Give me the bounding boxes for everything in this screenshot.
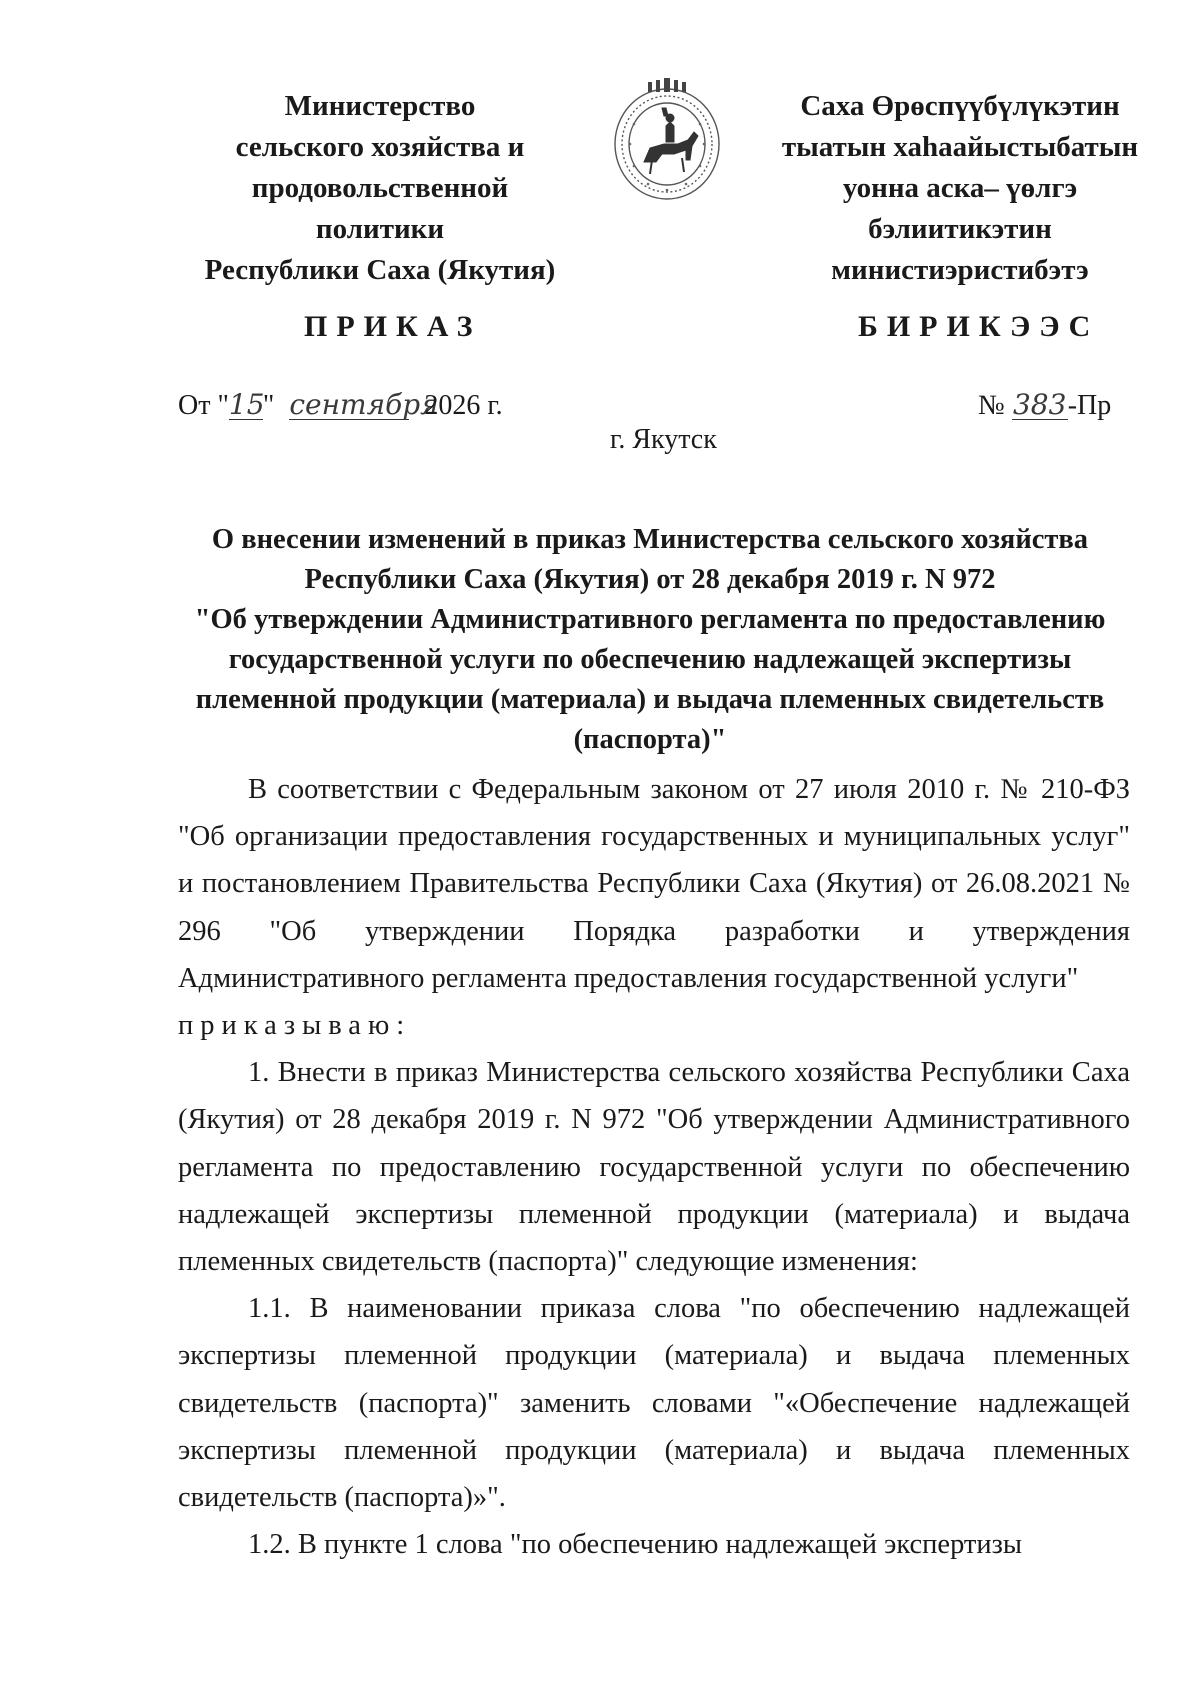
document-title-line: "Об утверждении Административного регламента по предоставлению [194, 604, 1106, 635]
order-title-sakha: БИРИКЭЭС [858, 310, 1100, 343]
document-title [170, 520, 1130, 760]
ministry-name-ru-line: Республики Саха (Якутия) [204, 254, 556, 286]
ministry-name-sakha-line: Саха Өрөспүүбүлүкэтин [800, 90, 1120, 122]
clause-1-1-paragraph: 1.1. В наименовании приказа слова "по обеспечению надлежащей экспертизы племенной продукции (материала) и выдача племенных свидетельств (паспорта)" заменить словами "«Обеспечение надлежащей экспертизы племенной продукции (материала) и выдача племенных свидетельств (паспорта)»". [178, 1293, 1130, 1514]
document-title-line: (паспорта)" [573, 724, 727, 755]
document-title-line: О внесении изменений в приказ Министерства сельского хозяйства [211, 524, 1089, 555]
date-year: 2026 г. [424, 390, 503, 421]
order-number [978, 390, 1111, 422]
city-name: г. Якутск [610, 424, 717, 455]
date-month-handwritten: сентября [289, 388, 439, 421]
coat-of-arms-icon [604, 74, 730, 204]
number-suffix: -Пр [1067, 390, 1112, 421]
document-title-line: государственной услуги по обеспечению надлежащей экспертизы [228, 644, 1072, 675]
ministry-name-ru-line: Министерство [284, 90, 476, 122]
date-prefix: От " [178, 390, 229, 421]
ministry-name-sakha-line: уонна аска– үөлгэ [842, 172, 1078, 204]
order-title-ru: ПРИКАЗ [304, 310, 482, 343]
document-title-line: Республики Саха (Якутия) от 28 декабря 2019 г. N 972 [304, 564, 996, 595]
ministry-name-sakha [760, 86, 1160, 291]
clause-1-paragraph: 1. Внести в приказ Министерства сельского хозяйства Республики Саха (Якутия) от 28 декабря 2019 г. N 972 "Об утверждении Административного регламента по предоставлению государственной услуги по обеспечению надлежащей экспертизы племенной продукции (материала) и выдача племенных свидетельств (паспорта)" следующие изменения: [178, 1057, 1130, 1278]
ministry-name-sakha-line: тыатын хаһаайыстыбатын [781, 131, 1139, 163]
ministry-name-ru-line: продовольственной [251, 172, 509, 204]
ministry-name-sakha-line: бэлиитикэтин [868, 213, 1052, 245]
preamble-paragraph: В соответствии с Федеральным законом от 27 июля 2010 г. № 210-ФЗ "Об организации предоставления государственных и муниципальных услуг" и постановлением Правительства Республики Саха (Якутия) от 26.08.2021 № 296 "Об утверждении Порядка разработки и утверждения Административного регламента предоставления государственной услуги" [178, 774, 1130, 994]
number-sign: № [978, 390, 1005, 421]
order-word: приказываю: [178, 1010, 412, 1042]
date-day-handwritten: 15 [228, 388, 265, 421]
order-date [178, 390, 503, 422]
date-quote: " [262, 390, 275, 421]
ministry-name-ru-line: политики [315, 213, 445, 245]
document-title-line: племенной продукции (материала) и выдача племенных свидетельств [195, 684, 1105, 715]
ministry-name-sakha-line: министиэристибэтэ [831, 254, 1089, 286]
clause-1-2-paragraph: 1.2. В пункте 1 слова "по обеспечению надлежащей экспертизы [248, 1529, 1023, 1561]
number-handwritten: 383 [1012, 388, 1067, 421]
ministry-name-ru [180, 86, 580, 291]
ministry-name-ru-line: сельского хозяйства и [235, 131, 525, 163]
document-body [178, 766, 1130, 1568]
